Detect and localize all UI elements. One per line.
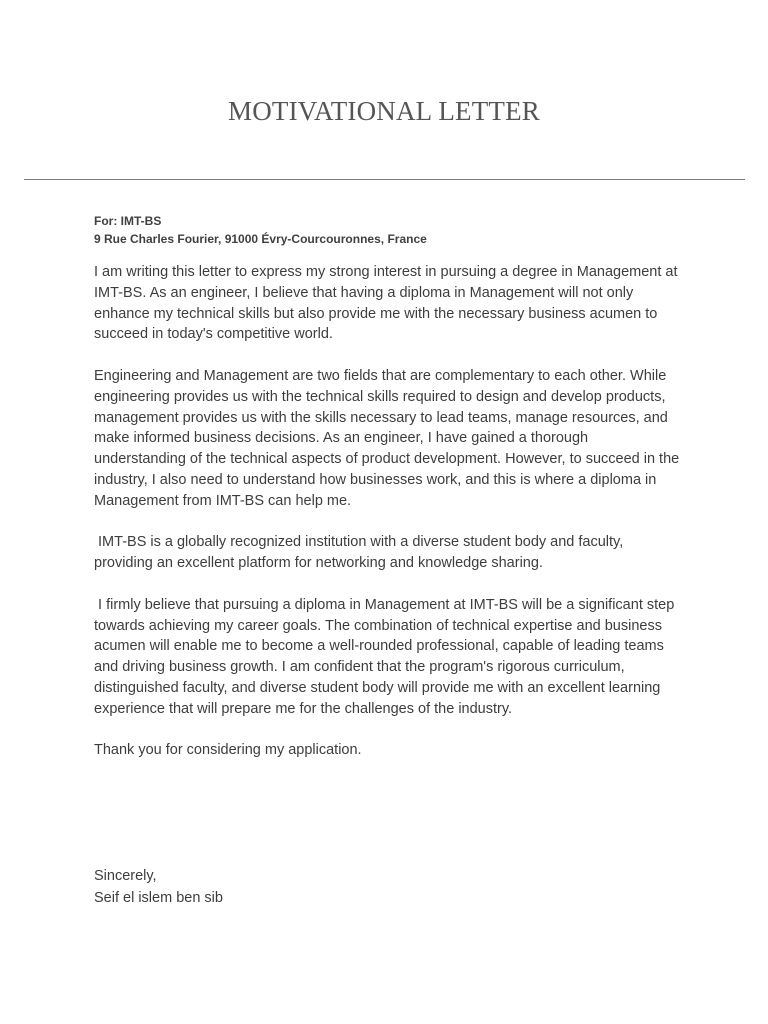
paragraph-thanks: Thank you for considering my application.: [94, 742, 362, 759]
recipient-address: 9 Rue Charles Fourier, 91000 Évry-Courcouronnes, France: [94, 232, 427, 246]
recipient-name: For: IMT-BS: [94, 214, 162, 228]
recipient-block: [94, 212, 427, 248]
paragraph-institution: IMT-BS is a globally recognized institution with a diverse student body and faculty, providing an excellent platform for networking and knowledge sharing.: [94, 534, 628, 572]
signature-name: Seif el islem ben sib: [94, 890, 223, 906]
title-divider: [24, 179, 745, 180]
closing-salutation: Sincerely,: [94, 868, 157, 884]
letter-body: [94, 262, 684, 782]
paragraph-career-goals: I firmly believe that pursuing a diploma in Management at IMT-BS will be a significant step towards achieving my career goals. The combination of technical expertise and business acumen will enable me to become a well-rounded professional, capable of leading teams and driving business growth. I am confident that the program's rigorous curriculum, distinguished faculty, and diverse student body will provide me with an excellent learning experience that will prepare me for the challenges of the industry.: [94, 596, 679, 717]
letter-title: MOTIVATIONAL LETTER: [227, 96, 540, 126]
closing-block: [94, 865, 223, 909]
paragraph-intro: I am writing this letter to express my strong interest in pursuing a degree in Management at IMT-BS. As an engineer, I believe that having a diploma in Management will not only enhance my technical skills but also provide me with the necessary business acumen to succeed in today's competitive world.: [94, 264, 678, 343]
paragraph-complementary-fields: Engineering and Management are two fields that are complementary to each other. While engineering provides us with the technical skills required to design and develop products, management provides us with the skills necessary to lead teams, manage resources, and make informed business decisions. As an engineer, I have gained a thorough understanding of the technical aspects of product development. However, to succeed in the industry, I also need to understand how businesses work, and this is where a diploma in Management from IMT-BS can help me.: [94, 367, 680, 509]
